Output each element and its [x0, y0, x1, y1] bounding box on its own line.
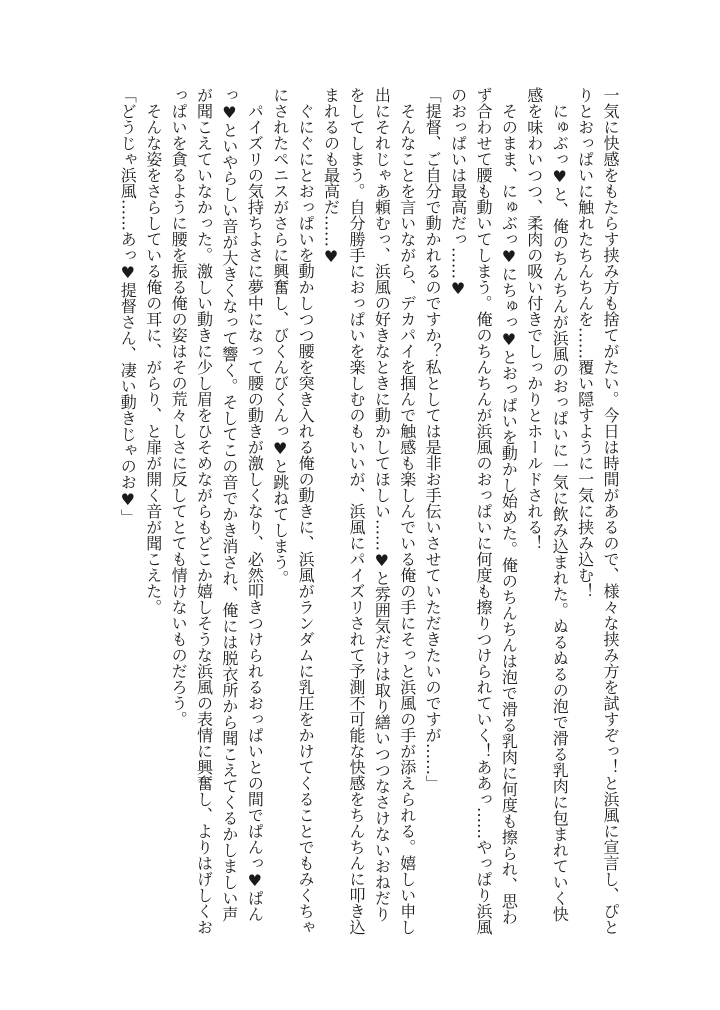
- paragraph-6: ぐにぐにとおっぱいを動かしつつ腰を突き入れる俺の動きに、浜風がランダムに乳圧をかけてくることでもみくちゃにされたペニスがさらに興奮し、びくんびくんっ♥と跳ねてしまう。: [270, 87, 316, 935]
- paragraph-5: そんなことを言いながら、デカパイを掴んで触感も楽しんでいる俺の手にそっと浜風の手が添えられる。嬉しい申し出にそれじゃあ頼むっ、浜風の好きなときに動かしてほしい……♥と雰囲気だけは取り繕いつつなさけないおねだりをしてしまう。自分勝手におっぱいを楽しむのもいいが、浜風にパイズリされて予測不可能な快感をちんちんに叩き込まれるのも最高だ……♥: [321, 87, 417, 935]
- paragraph-4-dialogue: 「提督、ご自分で動かれるのですか？私としては是非お手伝いさせていただきたいのですが……」: [423, 87, 443, 791]
- paragraph-2: にゅぶっ♥と、俺のちんちんが浜風のおっぱいに一気に飲み込まれた。ぬるぬるの泡で滑る乳肉に包まれていく快感を味わいつつ、柔肉の吸い付きでしっかりとホールドされる！: [524, 87, 570, 922]
- paragraph-7: パイズリの気持ちよさに夢中になって腰の動きが激しくなり、必然叩きつけられるおっぱいとの間でぱんっ♥ぱんっ♥といやらしい音が大きくなって響く。そしてこの音でかき消され、俺には脱衣所から聞こえてくるかしましい声が聞こえていなかった。激しい動きに少し眉をひそめながらもどこか嬉しそうな浜風の表情に興奮し、よりはげしくおっぱいを貪るように腰を振る俺の姿はその荒々しさに反してとても情けないものだろう。: [169, 87, 265, 935]
- paragraph-3: そのまま、にゅぶっ♥にちゅっ♥とおっぱいを動かし始めた。俺のちんちんは泡で滑る乳肉に何度も擦られ、思わず合わせて腰も動いてしまう。俺のちんちんが浜風のおっぱいに何度も擦りつけられていく！ああっ……やっぱり浜風のおっぱいは最高だっ……♥: [448, 87, 519, 935]
- paragraph-8: そんな姿をさらしている俺の耳に、がらり、と扉が開く音が聞こえた。: [143, 103, 163, 615]
- novel-page: [109, 87, 623, 937]
- paragraph-9-dialogue: 「どうじゃ浜風……あっ♥提督さん、凄い動きじゃのお♥」: [118, 87, 138, 525]
- paragraph-1: 一気に快感をもたらす挟み方も捨てがたい。今日は時間があるので、様々な挟み方を試すぞっ！と浜風に宣言し、ぴとりとおっぱいに触れたちんちんを……覆い隠すように一気に挟み込む！: [575, 87, 620, 935]
